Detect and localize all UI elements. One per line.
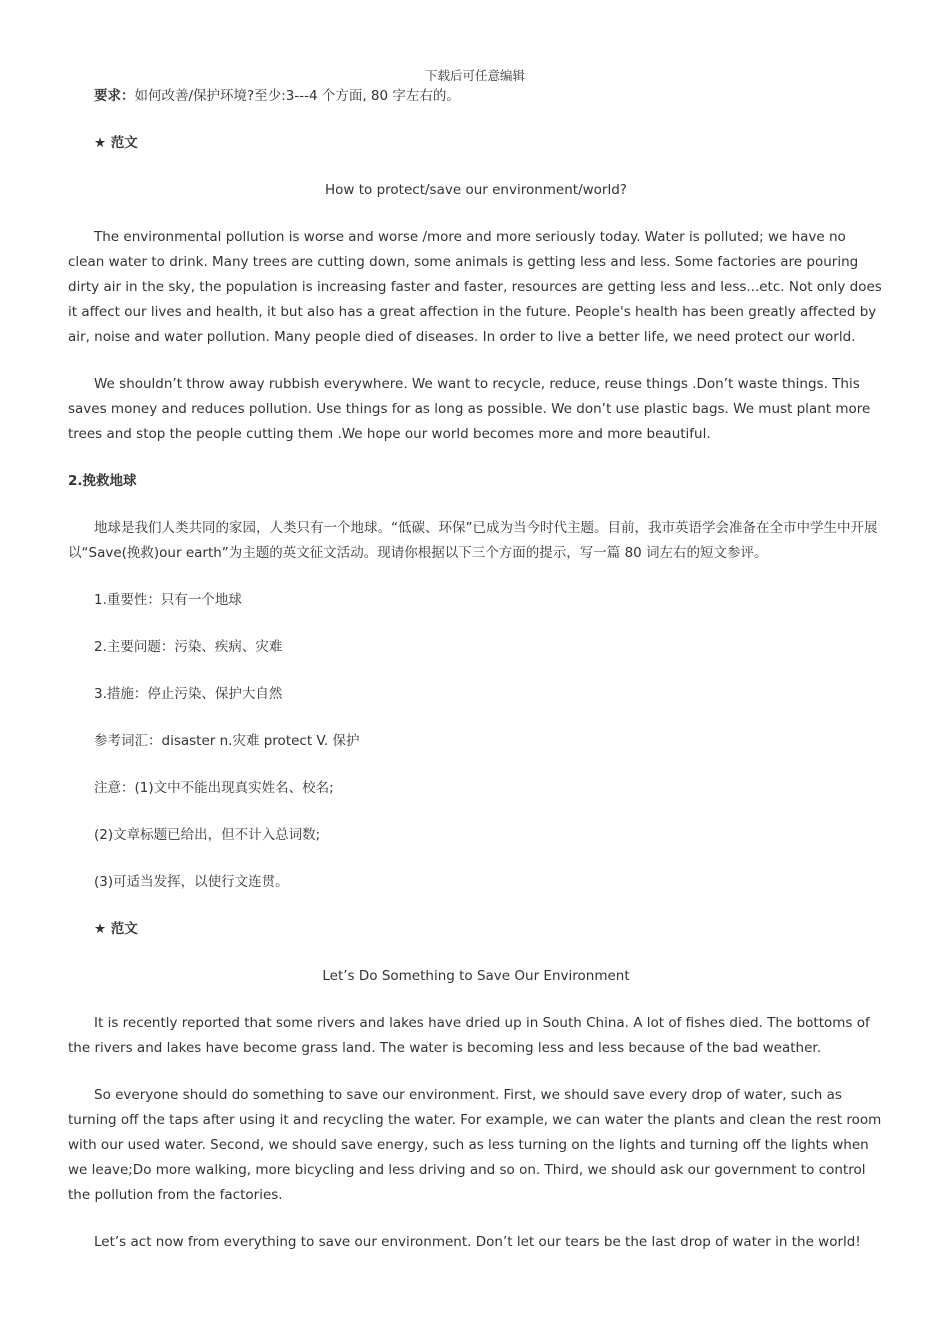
sample-label: ★ 范文	[94, 135, 138, 151]
task-point: 2.主要问题：污染、疾病、灾难	[94, 639, 283, 655]
task-point: 3.措施：停止污染、保护大自然	[94, 686, 283, 702]
notice-line: (3)可适当发挥，以使行文连贯。	[94, 874, 289, 890]
section-heading: 2.挽救地球	[68, 473, 137, 489]
essay-paragraph: Let’s act now from everything to save our environment. Don’t let our tears be the last drop of water in the world!	[94, 1234, 861, 1250]
notice-line: (2)文章标题已给出，但不计入总词数;	[94, 827, 321, 843]
sample-label: ★ 范文	[94, 921, 138, 937]
essay-title: How to protect/save our environment/world?	[325, 182, 627, 198]
document-body	[68, 84, 884, 1255]
essay-paragraph: The environmental pollution is worse and worse /more and more seriously today. Water is polluted; we have no clean water to drink. Many trees are cutting down, some animals is getting less and less. Some factories are pouring dirty air in the sky, the population is increasing faster and faster, resources are getting less and less...etc. Not only does it affect our lives and health, it but also has a great affection in the future. People's health has been greatly affected by air, noise and water pollution. Many people died of diseases. In order to live a better life, we need protect our world.	[68, 229, 882, 345]
essay-paragraph: We shouldn’t throw away rubbish everywhere. We want to recycle, reduce, reuse things .Don’t waste things. This saves money and reduces pollution. Use things for as long as possible. We don’t use plastic bags. We must plant more trees and stop the people cutting them .We hope our world becomes more and more beautiful.	[68, 376, 871, 442]
task-point: 1.重要性：只有一个地球	[94, 592, 242, 608]
task-intro: 地球是我们人类共同的家园，人类只有一个地球。“低碳、环保”已成为当今时代主题。目前，我市英语学会准备在全市中学生中开展以“Save(挽救)our earth”为主题的英文征文活动。现请你根据以下三个方面的提示，写一篇 80 词左右的短文参评。	[68, 520, 878, 561]
notice-line: 注意：(1)文中不能出现真实姓名、校名;	[94, 780, 334, 796]
requirement-label: 要求：	[94, 88, 135, 104]
essay-title: Let’s Do Something to Save Our Environment	[322, 968, 630, 984]
essay-paragraph: It is recently reported that some rivers and lakes have dried up in South China. A lot of fishes died. The bottoms of the rivers and lakes have become grass land. The water is becoming less and less because of the bad weather.	[68, 1015, 870, 1056]
requirement-text: 如何改善/保护环境?至少:3---4 个方面, 80 字左右的。	[134, 88, 460, 104]
requirement-line	[68, 84, 884, 109]
header-watermark: 下载后可任意编辑	[424, 68, 525, 83]
essay-paragraph: So everyone should do something to save our environment. First, we should save every drop of water, such as turning off the taps after using it and recycling the water. For example, we can water the plants and clean the rest room with our used water. Second, we should save energy, such as less turning on the lights and turning off the lights when we leave;Do more walking, more bicycling and less driving and so on. Third, we should ask our government to control the pollution from the factories.	[68, 1087, 882, 1203]
vocabulary-note: 参考词汇：disaster n.灾难 protect V. 保护	[94, 733, 360, 749]
